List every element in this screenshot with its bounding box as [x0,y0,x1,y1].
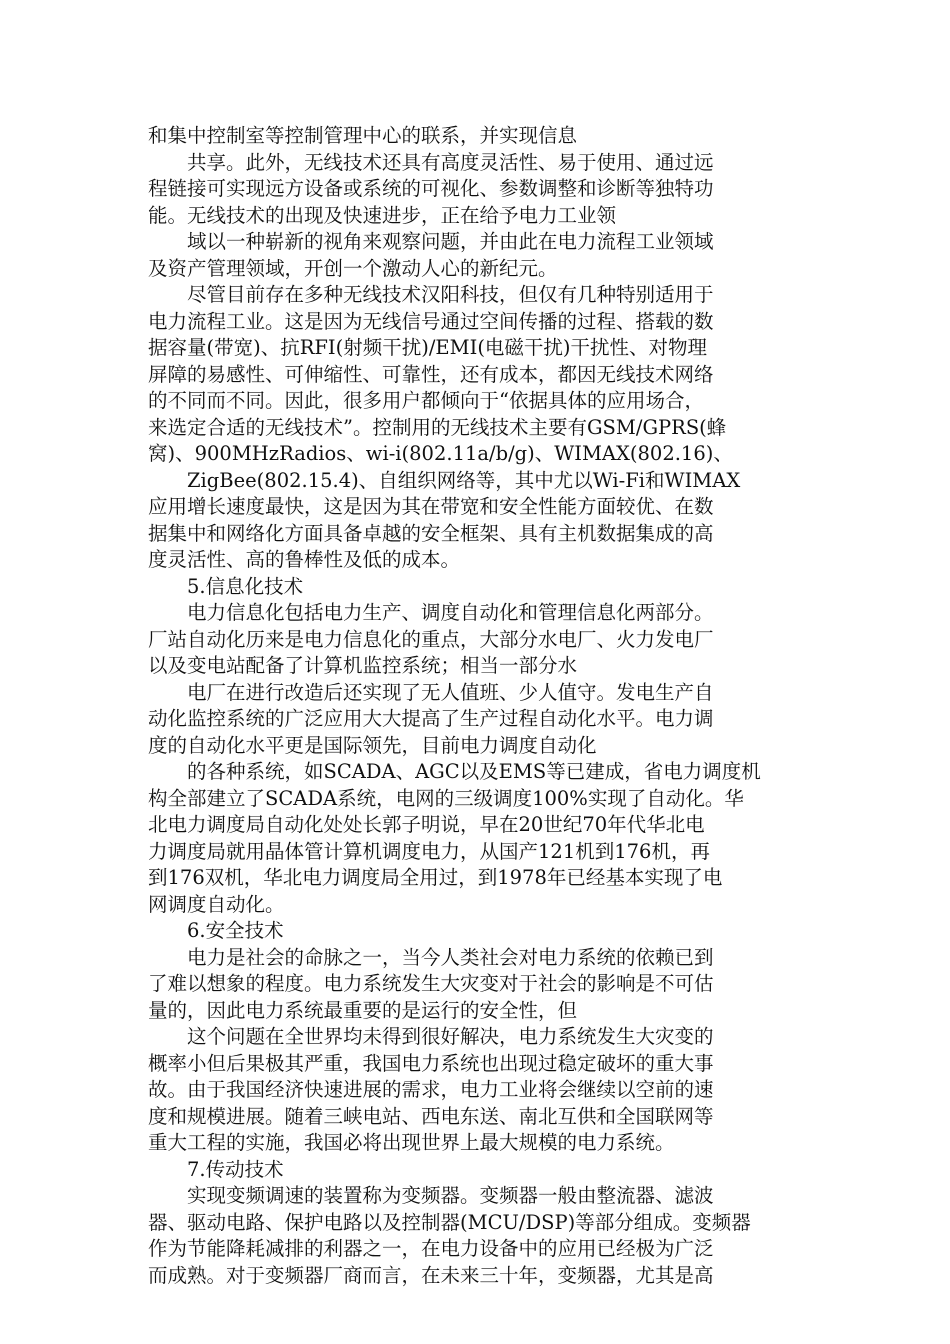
text-line: 5.信息化技术 [187,574,304,598]
text-line: 度的自动化水平更是国际领先，目前电力调度自动化 [148,733,597,757]
text-line: 故。由于我国经济快速进展的需求，电力工业将会继续以空前的速 [148,1078,714,1101]
text-line: 厂站自动化历来是电力信息化的重点，大部分水电厂、火力发电厂 [148,627,714,651]
text-line: 电力是社会的命脉之一，当今人类社会对电力系统的依赖已到 [187,945,714,969]
document-body [148,123,808,1289]
text-line: 作为节能降耗减排的利器之一，在电力设备中的应用已经极为广泛 [148,1237,714,1260]
text-line: 重大工程的实施，我国必将出现世界上最大规模的电力系统。 [148,1131,675,1154]
text-line: 7.传动技术 [187,1157,284,1181]
text-line: ZigBee(802.15.4)、自组织网络等，其中尤以Wi-Fi和WIMAX [187,468,741,492]
text-line: 6.安全技术 [187,919,284,942]
text-line: 尽管目前存在多种无线技术汉阳科技，但仅有几种特别适用于 [187,283,714,306]
text-line: 构全部建立了SCADA系统，电网的三级调度100%实现了自动化。华 [148,786,744,810]
text-line: 共享。此外，无线技术还具有高度灵活性、易于使用、通过远 [187,150,714,174]
text-line: 动化监控系统的广泛应用大大提高了生产过程自动化水平。电力调 [148,707,714,730]
text-line: 的各种系统，如SCADA、AGC以及EMS等已建成，省电力调度机 [187,760,761,783]
text-line: 电厂在进行改造后还实现了无人值班、少人值守。发电生产自 [187,680,714,704]
text-line: 电力流程工业。这是因为无线信号通过空间传播的过程、搭载的数 [148,309,714,333]
text-line: 能。无线技术的出现及快速进步，正在给予电力工业领 [148,203,617,227]
text-line: 而成熟。对于变频器厂商而言，在未来三十年，变频器，尤其是高 [148,1263,714,1287]
text-line: 窝)、900MHzRadios、wi-i(802.11a/b/g)、WIMAX(802.16)、 [148,442,733,465]
text-line: 北电力调度局自动化处处长郭子明说，早在20世纪70年代华北电 [148,813,705,836]
text-line: 和集中控制室等控制管理中心的联系，并实现信息 [148,124,578,147]
text-line: 量的，因此电力系统最重要的是运行的安全性，但 [148,998,578,1022]
text-line: 应用增长速度最快，这是因为其在带宽和安全性能方面较优、在数 [148,495,714,518]
text-line: 以及变电站配备了计算机监控系统；相当一部分水 [148,654,578,677]
text-line: 的不同而不同。因此，很多用户都倾向于“依据具体的应用场合， [148,389,704,412]
text-line: 度灵活性、高的鲁棒性及低的成本。 [148,548,461,571]
text-line: 到176双机，华北电力调度局全用过，到1978年已经基本实现了电 [148,866,723,889]
text-line: 据容量(带宽)、抗RFI(射频干扰)/EMI(电磁干扰)干扰性、对物理 [148,336,708,359]
text-line: 电力信息化包括电力生产、调度自动化和管理信息化两部分。 [187,601,714,624]
text-line: 器、驱动电路、保护电路以及控制器(MCU/DSP)等部分组成。变频器 [148,1210,751,1234]
text-line: 及资产管理领域，开创一个激动人心的新纪元。 [148,256,558,280]
text-line: 概率小但后果极其严重，我国电力系统也出现过稳定破坏的重大事 [148,1051,714,1075]
text-line: 网调度自动化。 [148,892,285,916]
text-line: 这个问题在全世界均未得到很好解决，电力系统发生大灾变的 [187,1025,714,1048]
text-line: 屏障的易感性、可伸缩性、可靠性，还有成本，都因无线技术网络 [148,362,714,386]
text-line: 力调度局就用晶体管计算机调度电力，从国产121机到176机，再 [148,839,710,863]
text-line: 据集中和网络化方面具备卓越的安全框架、具有主机数据集成的高 [148,521,714,545]
text-line: 域以一种崭新的视角来观察问题，并由此在电力流程工业领域 [187,230,714,253]
text-line: 来选定合适的无线技术”。控制用的无线技术主要有GSM/GPRS(蜂 [148,415,727,439]
text-line: 实现变频调速的装置称为变频器。变频器一般由整流器、滤波 [187,1184,714,1207]
text-line: 了难以想象的程度。电力系统发生大灾变对于社会的影响是不可估 [148,972,714,995]
text-line: 度和规模进展。随着三峡电站、西电东送、南北互供和全国联网等 [148,1104,714,1128]
text-line: 程链接可实现远方设备或系统的可视化、参数调整和诊断等独特功 [148,177,714,200]
